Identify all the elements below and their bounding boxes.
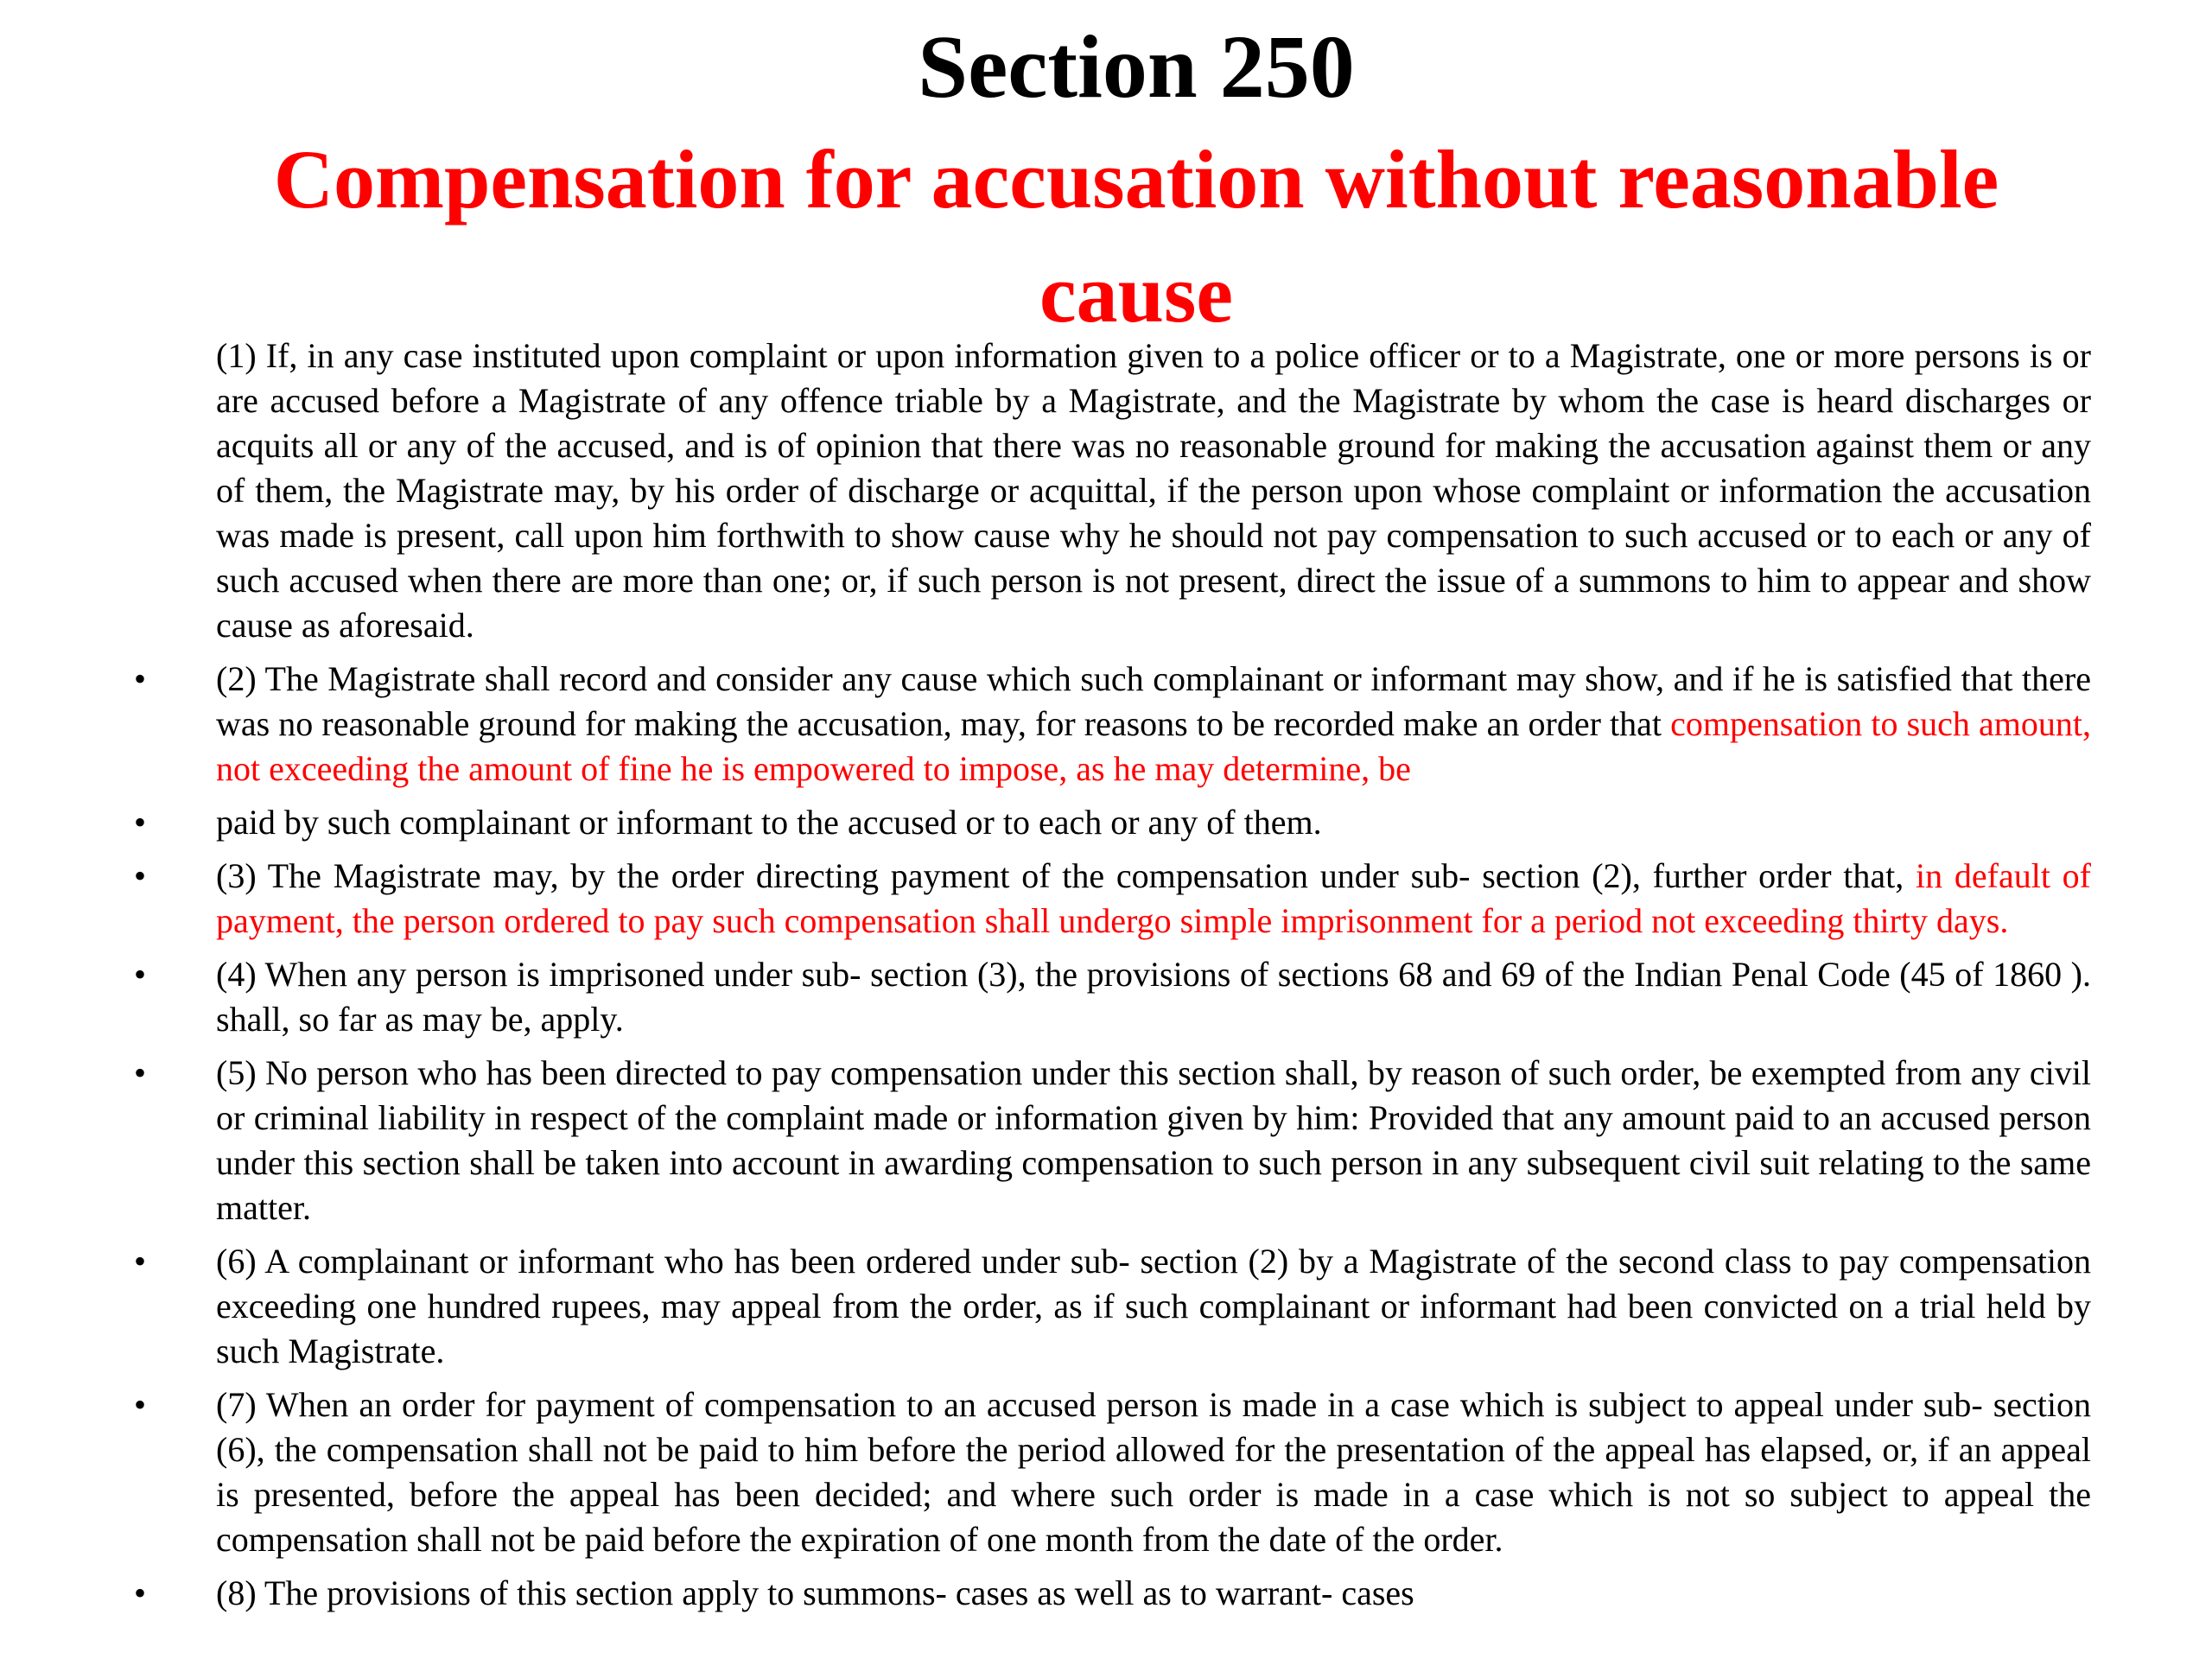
paragraph-2-text: (2) The Magistrate shall record and consider any cause which such complainant or informant may show, and if he is satisfied that there was no reasonable ground for making the accusation, may, for reasons to be recorded make an order that [216,659,2091,743]
bullet-icon: • [133,803,146,842]
bullet-icon: • [133,856,146,895]
paragraph-7 [130,1382,2091,1562]
paragraph-7-text: (7) When an order for payment of compensation to an accused person is made in a case which is subject to appeal under sub- section (6), the compensation shall not be paid to him before the period allowed for the presentation of the appeal has elapsed, or, if an appeal is presented, before the appeal has been decided; and where such order is made in a case which is not so subject to appeal the compensation shall not be paid before the expiration of one month from the date of the order. [216,1385,2091,1559]
paragraph-2-continued-text: paid by such complainant or informant to the accused or to each or any of them. [216,803,1322,842]
paragraph-1 [130,334,2091,648]
bullet-icon: • [133,1573,146,1612]
paragraph-5 [130,1051,2091,1230]
paragraph-2-continued [130,800,2091,845]
bullet-icon: • [133,955,146,994]
paragraph-5-text: (5) No person who has been directed to pay compensation under this section shall, by reason of such order, be exempted from any civil or criminal liability in respect of the complaint made or information given by him: Provided that any amount paid to an accused person under this section shall be taken into account in awarding compensation to such person in any subsequent civil suit relating to the same matter. [216,1053,2091,1227]
bullet-icon: • [133,659,146,698]
paragraph-3 [130,854,2091,944]
paragraph-8-text: (8) The provisions of this section apply to summons- cases as well as to warrant- cases [216,1573,1414,1612]
bullet-icon: • [133,1242,146,1281]
paragraph-2-highlight: compensation to such amount, not exceeding the amount of fine he is empowered to impose, as he may determine, be [216,704,2091,788]
paragraph-3-highlight: in default of payment, the person ordered to pay such compensation shall undergo simple imprisonment for a period not exceeding thirty days. [216,856,2091,940]
page-subtitle: Compensation for accusation without reasonable cause [273,133,1999,340]
bullet-icon: • [133,1385,146,1424]
paragraph-6 [130,1239,2091,1374]
paragraph-4 [130,952,2091,1042]
paragraph-8 [130,1571,2091,1616]
paragraph-2 [130,657,2091,791]
paragraph-1-text: (1) If, in any case instituted upon complaint or upon information given to a police officer or to a Magistrate, one or more persons is or are accused before a Magistrate of any offence triable by a Magistrate, and the Magistrate by whom the case is heard discharges or acquits all or any of the accused, and is of opinion that there was no reasonable ground for making the accusation against them or any of them, the Magistrate may, by his order of discharge or acquittal, if the person upon whose complaint or information the accusation was made is present, call upon him forthwith to show cause why he should not pay compensation to such accused or to each or any of such accused when there are more than one; or, if such person is not present, direct the issue of a summons to him to appear and show cause as aforesaid. [216,336,2091,645]
page-title: Section 250 [918,17,1355,117]
paragraph-6-text: (6) A complainant or informant who has been ordered under sub- section (2) by a Magistrate of the second class to pay compensation exceeding one hundred rupees, may appeal from the order, as if such complainant or informant had been convicted on a trial held by such Magistrate. [216,1242,2091,1370]
paragraph-3-text: (3) The Magistrate may, by the order directing payment of the compensation under sub- section (2), further order that, [216,856,1916,895]
bullet-icon: • [133,1053,146,1092]
paragraph-4-text: (4) When any person is imprisoned under sub- section (3), the provisions of sections 68 and 69 of the Indian Penal Code (45 of 1860 ). shall, so far as may be, apply. [216,955,2091,1039]
section-body [130,334,2091,1624]
